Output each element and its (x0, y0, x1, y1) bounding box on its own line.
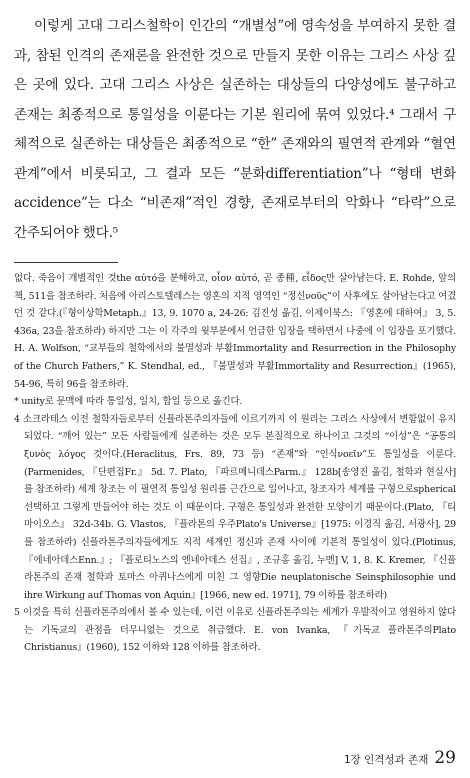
footnote-5: 5 이것을 특히 신플라톤주의에서 볼 수 있는데, 이런 이유로 신플라톤주의는 세계가 우발적이고 영원하지 않다는 기독교의 관점을 터무니없는 것으로 취급했다. E. von Ivanka, 『기독교 플라톤주의Plato Christianus』(1960), 152 이하와 128 이하를 참조하라. (14, 607, 456, 654)
footnotes (14, 270, 456, 657)
footnote-continued: 없다. 죽음이 개별적인 것the αὐτό을 분해하고, οἶον αὐτό, 곧 종種, εἶδος만 살아남는다. E. Rohde, 앞의 책, 511을 참조하라. 처음에 아리스토텔레스는 영혼의 지적 영역인 “정신νοῦς”이 사후에도 살아남는다고 여겼던 것 같다.(『형이상학Metaph.』13, 9. 1070 a, 24-26: 김진성 옮김, 이제이북스: 『영혼에 대하여』 3, 5. 436a, 23을 참조하라) 하지만 그는 이 각주의 윗부분에서 언급한 입장을 택하면서 나중에 이 입장을 포기했다. H. A. Wolfson, “교부들의 철학에서의 불멸성과 부활Immortality and Resurrection in the Philosophy of the Church Fathers,” K. Stendhal, ed., 『불멸성과 부활Immortality and Resurrection』(1965), 54-96, 특히 96을 참조하라. (14, 273, 456, 390)
page-footer (344, 748, 456, 768)
page-number: 29 (434, 748, 456, 768)
chapter-title: 1장 인격성과 존재 (344, 754, 429, 766)
footnote-divider (14, 262, 118, 263)
main-paragraph: 이렇게 고대 그리스철학이 인간의 “개별성”에 영속성을 부여하지 못한 결과, 참된 인격의 존재론을 완전한 것으로 만들지 못한 이유는 그리스 사상 깊은 곳에 있다. 고대 그리스 사상은 실존하는 대상들의 다양성에도 불구하고 존재는 최종적으로 통일성을 이룬다는 기본 원리에 묶여 있었다.⁴ 그래서 구체적으로 실존하는 대상들은 최종적으로 “한” 존재와의 필연적 관계와 “혈연관계”에서 비롯되고, 그 결과 모든 “분화differentiation”나 “형태 변화accidence”는 다소 “비존재”적인 경향, 존재로부터의 악화나 “타락”으로 간주되어야 했다.⁵ (14, 18, 456, 241)
footnote-4: 4 소크라테스 이전 철학자들로부터 신플라톤주의자들에 이르기까지 이 원리는 그리스 사상에서 변함없이 유지되었다. “깨어 있는” 모든 사람들에게 실존하는 것은 모두 본질적으로 하나이고 그것의 “이성”은 “공통의ξυνὸς λόγος 것이다.(Heraclitus, Frs. 89, 73 등) “존재”와 “인식νοεῖν”도 통일성을 이룬다.(Parmenides, 『단편집Fr.』 5d. 7. Plato, 『파르메니데스Parm.』 128b[송영진 옮김, 철학과 현실사]를 참조하라) 세계 창조는 이 필연적 통일성 원리를 근간으로 일어나고, 창조자가 세계를 구형으로spherical 선택하고 그렇게 만들어야 하는 것도 이 때문이다. 구형은 통일성과 완전한 모양이기 때문이다.(Plato, 『티마이오스』 32d-34b. G. Vlastos, 『플라톤의 우주Plato's Universe』[1975: 이경직 옮김, 서광사], 29를 참조하라) 신플라톤주의자들에게도 지적 세계인 정신과 존재 사이에 기본적 통일성이 있다.(Plotinus, 『에네아데스Enn.』; 『플로티노스의 엔네아데스 선집』, 조규홍 옮김, 누멘] V, 1, 8. K. Kremer, 『신플라톤주의 존재 철학과 토마스 아퀴나스에게 미친 그 영향Die neuplatonische Seinsphilosophie und ihre Wirkung auf Thomas von Aquin』[1966, new ed. 1971], 79 이하를 참조하라) (14, 413, 456, 601)
main-text (14, 12, 456, 248)
footnote-asterisk: * unity로 문맥에 따라 통일성, 일치, 합일 등으로 옮긴다. (14, 396, 243, 408)
